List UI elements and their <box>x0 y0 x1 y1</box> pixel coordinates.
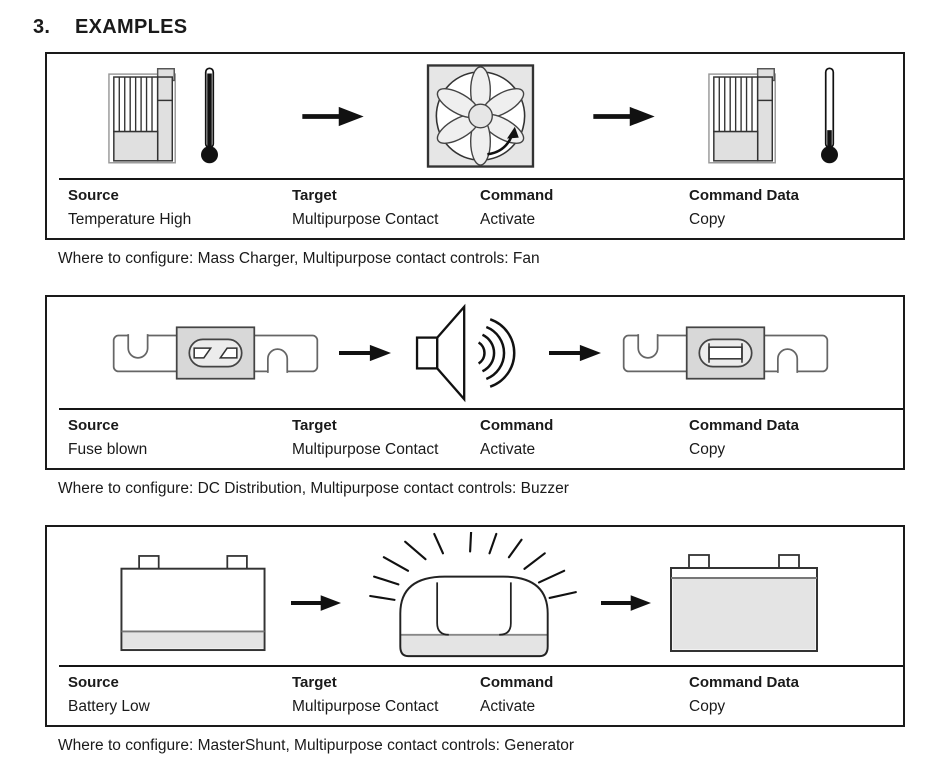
column-header-source: Source <box>68 417 119 434</box>
example-box-buzzer <box>45 295 905 470</box>
column-header-command-data: Command Data <box>689 417 800 434</box>
fuse-blown-icon <box>109 321 322 385</box>
caption-buzzer: Where to configure: DC Distribution, Multipurpose contact controls: Buzzer <box>58 480 569 497</box>
column-header-target: Target <box>292 674 337 691</box>
command-value: Activate <box>480 441 536 458</box>
column-header-command: Command <box>480 674 554 691</box>
mass-charger-icon <box>107 67 183 165</box>
arrow-right-icon <box>339 343 391 363</box>
icon-sequence <box>47 297 903 408</box>
page-title <box>33 16 936 39</box>
column-header-source: Source <box>68 674 119 691</box>
source-value: Temperature High <box>68 211 192 228</box>
arrow-right-icon <box>593 105 655 128</box>
column-header-command: Command <box>480 417 554 434</box>
info-table <box>47 667 903 725</box>
section-title: EXAMPLES <box>75 16 188 38</box>
fan-icon <box>426 64 535 168</box>
mass-charger-icon <box>707 67 783 165</box>
icon-sequence <box>47 527 903 665</box>
command-data-value: Copy <box>689 211 726 228</box>
battery-low-icon <box>119 554 267 652</box>
source-value: Fuse blown <box>68 441 148 458</box>
battery-full-icon <box>669 553 819 653</box>
command-data-value: Copy <box>689 441 726 458</box>
column-header-command: Command <box>480 187 554 204</box>
command-value: Activate <box>480 211 536 228</box>
example-box-fan <box>45 52 905 240</box>
info-table <box>47 180 903 238</box>
command-value: Activate <box>480 698 536 715</box>
thermometer-low-icon <box>821 64 838 168</box>
thermometer-high-icon <box>201 64 218 168</box>
column-header-target: Target <box>292 187 337 204</box>
arrow-right-icon <box>601 593 651 613</box>
target-value: Multipurpose Contact <box>292 211 439 228</box>
column-header-target: Target <box>292 417 337 434</box>
section-number: 3. <box>33 16 51 38</box>
buzzer-icon <box>415 302 523 404</box>
beacon-light-icon <box>369 532 579 660</box>
caption-fan: Where to configure: Mass Charger, Multipurpose contact controls: Fan <box>58 250 540 267</box>
caption-generator: Where to configure: MasterShunt, Multipurpose contact controls: Generator <box>58 737 575 754</box>
arrow-right-icon <box>302 105 364 128</box>
column-header-command-data: Command Data <box>689 187 800 204</box>
arrow-right-icon <box>549 343 601 363</box>
column-header-source: Source <box>68 187 119 204</box>
command-data-value: Copy <box>689 698 726 715</box>
icon-sequence <box>47 54 903 178</box>
column-header-command-data: Command Data <box>689 674 800 691</box>
arrow-right-icon <box>291 593 341 613</box>
example-box-generator <box>45 525 905 727</box>
source-value: Battery Low <box>68 698 150 715</box>
info-table <box>47 410 903 468</box>
fuse-intact-icon <box>619 321 832 385</box>
target-value: Multipurpose Contact <box>292 441 439 458</box>
target-value: Multipurpose Contact <box>292 698 439 715</box>
